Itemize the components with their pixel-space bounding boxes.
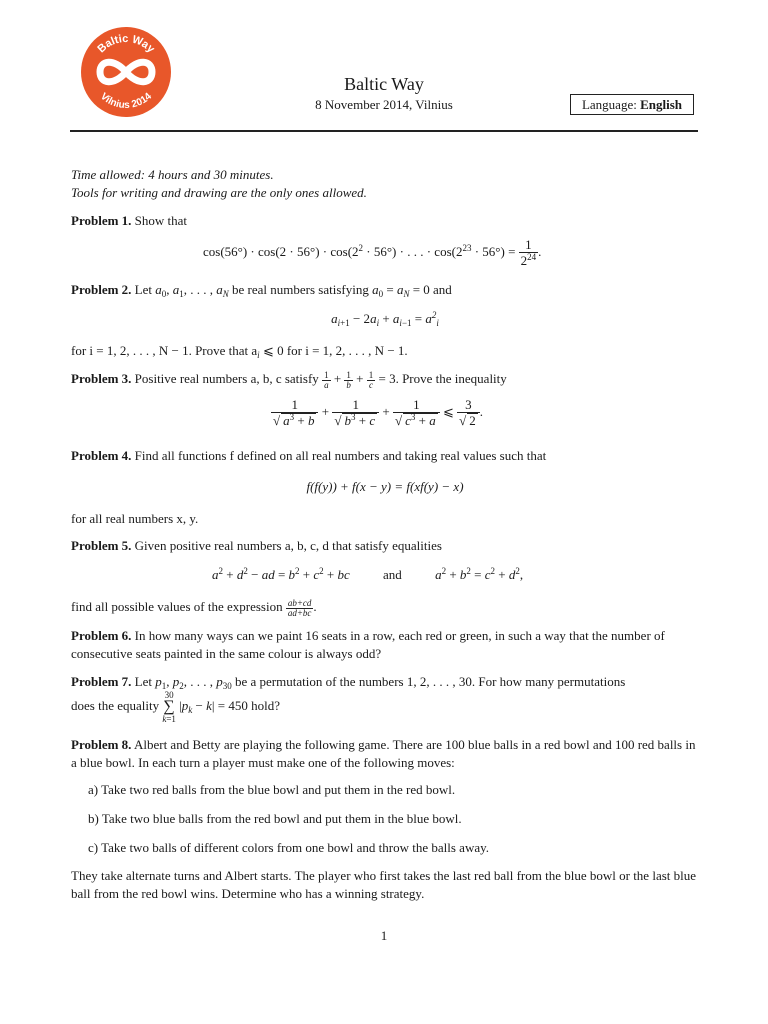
problem-5: Problem 5. Given positive real numbers a, b, c, d that satisfy equalities xyxy=(71,538,442,553)
problem-6: Problem 6. In how many ways can we paint 16 seats in a row, each red or green, in such a way that the number of consecutive seats painted in the same colour is always odd? xyxy=(71,628,665,661)
problem-1 xyxy=(71,212,699,230)
tools-note: Tools for writing and drawing are the only ones allowed. xyxy=(71,185,367,200)
problem-3-label: Problem 3. xyxy=(71,371,132,386)
problem-8-item-a: a) Take two red balls from the blue bowl and put them in the red bowl. xyxy=(88,782,456,797)
problem-7: Problem 7. Let $p_1$, $p_2$, . . . , $p_{30}$ be a permutation of the numbers 1, 2, . . . , 30. For how many permutations xyxy=(71,674,626,691)
problem-7-label: Problem 7. xyxy=(71,674,132,689)
header-rule xyxy=(70,130,698,132)
problem-4: Problem 4. Find all functions f defined on all real numbers and taking real values such that xyxy=(71,448,547,463)
problem-5-text-after: find all possible values of the expression $\frac{ab+cd}{ad+bc}$ . xyxy=(71,597,317,618)
problem-2: Problem 2. Let $a_0$, $a_1$, . . . , $a_N$ be real numbers satisfying $a_0 = a_N = 0$ and xyxy=(71,282,452,299)
page-date: 8 November 2014, Vilnius xyxy=(315,97,453,112)
language-box xyxy=(570,94,694,115)
logo-text-bottom: Vilnius 2014 xyxy=(98,91,154,112)
problem-3: Problem 3. Positive real numbers a, b, c satisfy $\frac{1}{a}$ + $\frac{1}{b}$ + $\frac{1}{c}$ = 3. Prove the inequality xyxy=(71,369,507,390)
problem-4-text-after: for all real numbers x, y. xyxy=(71,511,199,526)
problem-8: Problem 8. Albert and Betty are playing the following game. There are 100 blue balls in a red bowl and 100 red balls in a blue bowl. In each turn a player must make one of the following moves: xyxy=(71,737,696,770)
problem-8-closing: They take alternate turns and Albert starts. The player who first takes the last red ball from the blue bowl or the last blue ball from the red bowl wins. Determine who has a winning strategy. xyxy=(71,868,697,901)
page-number: 1 xyxy=(380,928,388,943)
language-value: English xyxy=(640,97,683,112)
problem-2-label: Problem 2. xyxy=(71,282,132,297)
problem-4-equation: f(f(y)) + f(x − y) = f(xf(y) − x) xyxy=(306,479,464,494)
logo-text-top: Baltic Way xyxy=(95,32,157,56)
language-label: Language: xyxy=(581,97,637,112)
time-allowed: Time allowed: 4 hours and 30 minutes. xyxy=(71,167,274,182)
problem-8-label: Problem 8. xyxy=(71,737,132,752)
problem-5-equation: $a^2 + d^2$ − ad = $b^2 + c^2$ + bc and $a^2 + b^2 = c^2 + d^2$, xyxy=(212,566,524,582)
problem-1-label: Problem 1. xyxy=(71,213,132,228)
problem-2-equation: $a_{i+1} - 2a_i + a_{i-1} = a^2_i$ xyxy=(331,310,439,328)
problem-1-equation: $\cos(56^\circ) \cdot \cos(2 \cdot 56^\circ) \cdot \cos(2^2 \cdot 56^\circ)$ · . . . · $\cos(2^{23} \cdot 56^\circ)$ = $\frac{1}{2^{24}}$ . xyxy=(203,237,542,268)
problem-6-label: Problem 6. xyxy=(71,628,132,643)
problem-7-line2: does the equality 30 ∑ k=1 $|p_k - k| = 450$ hold? xyxy=(71,690,280,724)
problem-8-item-c: c) Take two balls of different colors from one bowl and throw the balls away. xyxy=(88,840,490,855)
problem-1-text: Show that xyxy=(134,213,188,228)
problem-3-equation: $\frac{1}{√ a^3 + b}$ + $\frac{1}{√ b^3 + c}$ + $\frac{1}{√ c^3 + a}$ ⩽ $\frac{3}{√ 2}$ . xyxy=(273,397,483,428)
page-title: Baltic Way xyxy=(344,74,424,94)
problem-8-item-b: b) Take two blue balls from the red bowl and put them in the blue bowl. xyxy=(88,811,462,826)
problem-4-label: Problem 4. xyxy=(71,448,132,463)
problem-5-label: Problem 5. xyxy=(71,538,132,553)
problem-2-text-after: for i = 1, 2, . . . , N − 1. Prove that $a_i$ ⩽ 0 for i = 1, 2, . . . , N − 1. xyxy=(71,343,408,360)
